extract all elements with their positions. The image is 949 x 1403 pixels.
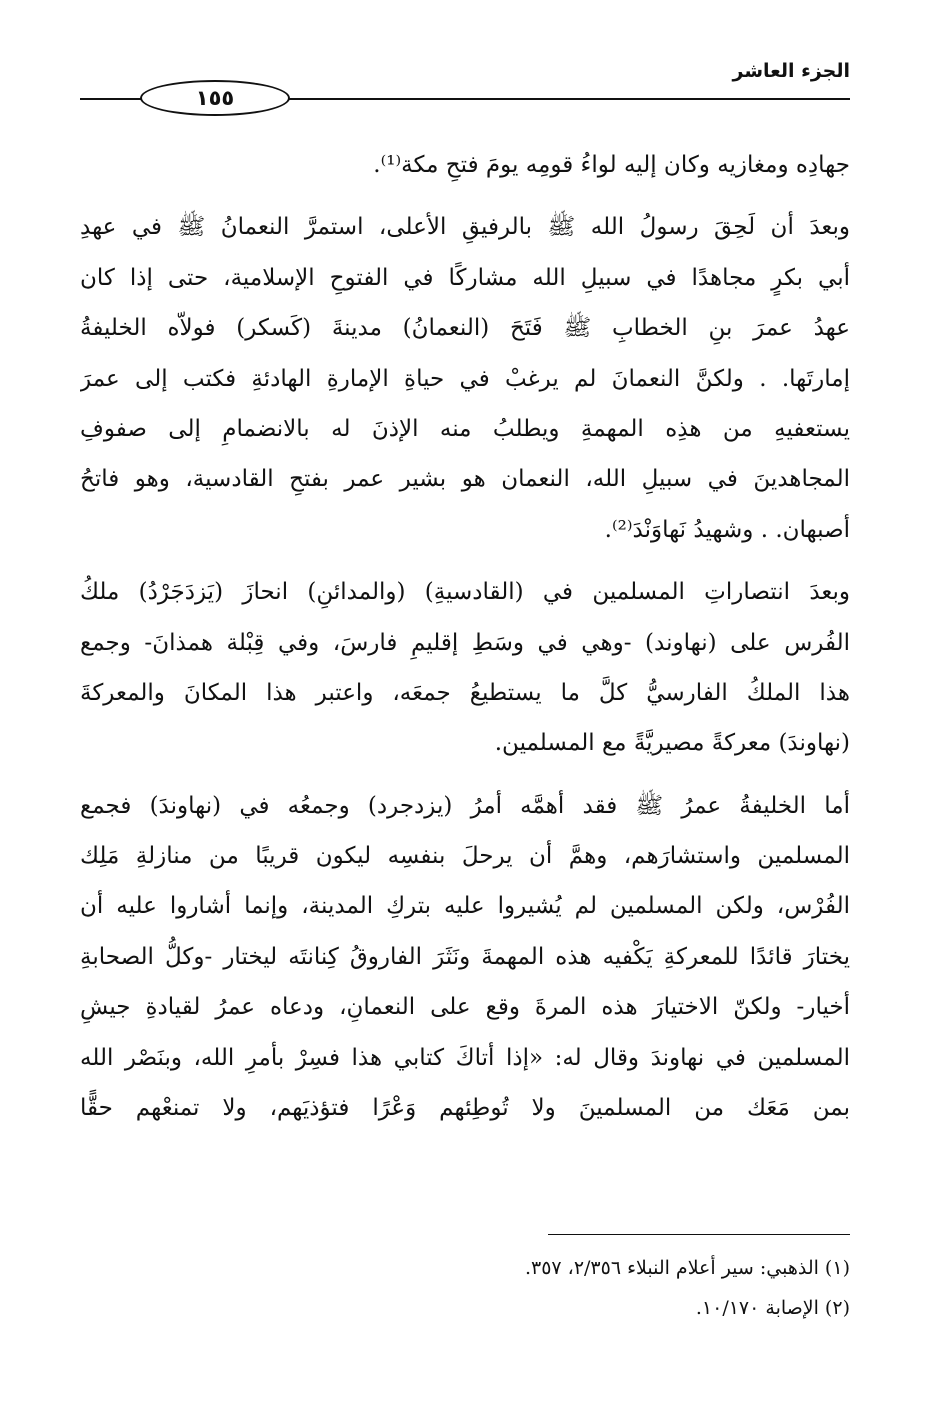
text-line: جهادِه ومغازيه وكان إليه لواءُ قومِه يومَ فتحِ مكة⁽¹⁾. [373,152,850,178]
page-number: ١٥٥ [195,86,235,110]
running-title: الجزء العاشر [732,60,850,82]
text-line: إمارتَها. . ولكنَّ النعمانَ لم يرغبْ في حياةِ الإمارةِ الهادئةِ فكتب إلى عمرَ [80,365,850,392]
text-line: المسلمين في نهاوندَ وقال له: «إذا أتاكَ كتابي هذا فسِرْ بأمرِ الله، وبنَصْر الله [80,1044,850,1071]
footnote-rule [548,1234,850,1235]
text-line: بمن مَعَك من المسلمينَ ولا تُوطِئهم وَعْرًا فتؤذيَهم، ولا تمنعْهم حقًّا [80,1095,850,1122]
text-line: يستعفيهِ من هذِه المهمةِ ويطلبُ منه الإذنَ له بالانضمامِ إلى صفوفِ [80,415,850,442]
text-line: أخيار- ولكنّ الاختيارَ هذه المرةَ وقع على النعمانِ، ودعاه عمرُ لقيادةِ جيشِ [80,994,850,1021]
body-text [80,140,850,1133]
text-line: عهدُ عمرَ بنِ الخطابِ ﷺ فَتَحَ (النعمانُ) مدينةَ (كَسكر) فولاّه الخليفةُ [80,315,850,342]
paragraph-1 [80,140,850,190]
text-line: أما الخليفةُ عمرُ ﷺ فقد أهمَّه أمرُ (يزدجرد) وجمعُه في (نهاوندَ) فجمع [80,792,850,819]
text-line: أصبهان. . وشهيدُ نَهاوَنْدَ⁽²⁾. [604,516,850,543]
footnote-1: (١) الذهبي: سير أعلام النبلاء ٢/٣٥٦، ٣٥٧. [524,1257,850,1279]
text-line: وبعدَ أن لَحِقَ رسولُ الله ﷺ بالرفيقِ الأعلى، استمرَّ النعمانُ ﷺ في عهدِ [80,214,850,241]
page-number-oval [140,80,290,116]
text-line: المجاهدينَ في سبيلِ الله، النعمان هو بشير عمر بفتحِ القادسية، وهو فاتحُ [80,466,850,493]
paragraph-3 [80,567,850,769]
text-line: المسلمين واستشارَهم، وهمَّ أن يرحلَ بنفسِه ليكون قريبًا من منازلةِ مَلِك [80,843,850,870]
paragraph-2 [80,202,850,555]
page-header [80,58,850,138]
text-line: الفُرس على (نهاوند) -وهي في وسَطِ إقليمِ فارسَ، وفي قِبْلة همذانَ- وجمع [80,629,850,656]
text-line: وبعدَ انتصاراتِ المسلمين في (القادسيةِ) (والمدائنِ) انحازَ (يَزدَجَرْدُ) ملكُ [80,579,850,606]
text-line: (نهاوندَ) معركةً مصيريَّةً مع المسلمين. [494,730,850,757]
text-line: أبي بكرٍ مجاهدًا في سبيلِ الله مشاركًا في الفتوحِ الإسلامية، حتى إذا كان [80,264,850,291]
text-line: يختارَ قائدًا للمعركةِ يَكْفيه هذه المهمةَ ونَثَرَ الفاروقُ كِنانتَه ليختار -وكلُّ الصحابةِ [80,943,850,970]
paragraph-4 [80,781,850,1134]
footnote-2: (٢) الإصابة ١٠/١٧٠. [695,1297,850,1319]
footnotes [80,1248,850,1328]
text-line: هذا الملكُ الفارسيُّ كلَّ ما يستطيعُ جمعَه، واعتبر هذا المكانَ والمعركةَ [80,679,850,706]
text-line: الفُرْس، ولكن المسلمين لم يُشيروا عليه بتركِ المدينة، وإنما أشاروا عليه أن [80,893,850,920]
